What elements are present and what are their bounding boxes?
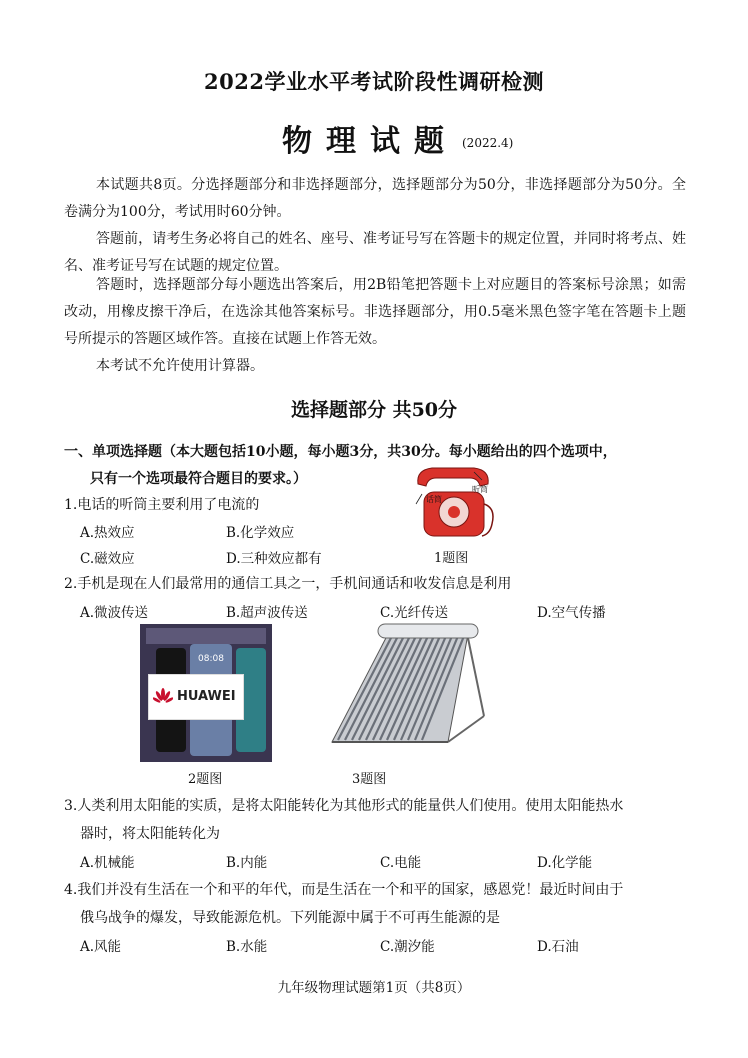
- question-3-option-a: A.机械能: [80, 855, 135, 871]
- instruction-paragraph: 本考试不允许使用计算器。: [96, 358, 264, 374]
- part-one-heading: [64, 439, 694, 493]
- part-one-line2: 只有一个选项最符合题目的要求。）: [90, 471, 307, 487]
- telephone-figure: [412, 464, 496, 542]
- question-2-option-d: D.空气传播: [537, 605, 606, 621]
- question-2-option-a: A.微波传送: [80, 605, 149, 621]
- exam-header-title: 2022学业水平考试阶段性调研检测: [204, 69, 544, 94]
- solar-water-heater-icon: [328, 620, 488, 764]
- handset-label: 听筒: [472, 485, 488, 494]
- question-2-stem: 2.手机是现在人们最常用的通信工具之一，手机间通话和收发信息是利用: [64, 576, 512, 592]
- figure-3-caption: 3题图: [352, 772, 387, 787]
- question-3-option-b: B.内能: [226, 855, 268, 871]
- question-4-option-a: A.风能: [80, 939, 122, 955]
- question-3-option-d: D.化学能: [537, 855, 593, 871]
- instruction-paragraph: 本试题共8页。分选择题部分和非选择题部分，选择题部分为50分，非选择题部分为50分。全卷满分为100分，考试用时60分钟。: [64, 177, 686, 220]
- question-4-stem-line1: 4.我们并没有生活在一个和平的年代，而是生活在一个和平的国家，感恩党！最近时间由于: [64, 882, 624, 898]
- question-1-stem: 1.电话的听筒主要利用了电流的: [64, 497, 260, 513]
- huawei-logo-icon: [153, 688, 173, 706]
- part-one-line1: 一、单项选择题（本大题包括10小题，每小题3分，共30分。每小题给出的四个选项中，: [64, 444, 617, 460]
- instruction-paragraph: 答题前，请考生务必将自己的姓名、座号、准考证号写在答题卡的规定位置，并同时将考点、姓名、准考证号写在试题的规定位置。: [64, 231, 686, 274]
- section-title: 选择题部分 共50分: [290, 399, 458, 421]
- telephone-icon: [412, 464, 496, 542]
- figure-1-caption: 1题图: [434, 551, 469, 566]
- question-1-option-a: A.热效应: [80, 525, 135, 541]
- page-footer: 九年级物理试题第1页（共8页）: [277, 980, 471, 996]
- question-3-option-c: C.电能: [380, 855, 422, 871]
- question-4-stem-line2: 俄乌战争的爆发，导致能源危机。下列能源中属于不可再生能源的是: [80, 910, 500, 926]
- question-2-option-c: C.光纤传送: [380, 605, 449, 621]
- mouthpiece-label: 话筒: [426, 495, 442, 504]
- question-1-option-b: B.化学效应: [226, 525, 295, 541]
- question-4-option-b: B.水能: [226, 939, 268, 955]
- huawei-brand-text: HUAWEI: [177, 689, 236, 704]
- exam-date: (2022.4): [462, 136, 514, 150]
- figure-2-caption: 2题图: [188, 772, 223, 787]
- question-1-option-c: C.磁效应: [80, 551, 135, 567]
- phone-clock: 08:08: [198, 654, 224, 664]
- question-3-stem-line1: 3.人类利用太阳能的实质，是将太阳能转化为其他形式的能量供人们使用。使用太阳能热水: [64, 798, 624, 814]
- question-2-option-b: B.超声波传送: [226, 605, 308, 621]
- solar-heater-figure: [328, 620, 488, 764]
- question-1-option-d: D.三种效应都有: [226, 551, 322, 567]
- huawei-phone-figure: [140, 624, 272, 762]
- question-4-option-d: D.石油: [537, 939, 579, 955]
- phone-row-top: [146, 628, 266, 644]
- instruction-paragraph: 答题时，选择题部分每小题选出答案后，用2B铅笔把答题卡上对应题目的答案标号涂黑；如需改动，用橡皮擦干净后，在选涂其他答案标号。非选择题部分，用0.5毫米黑色签字笔在答题卡上题号所提示的答题区域作答。直接在试题上作答无效。: [64, 277, 686, 347]
- huawei-logo-card: [148, 674, 244, 720]
- question-3-stem-line2: 器时，将太阳能转化为: [80, 826, 220, 842]
- subject-title: 物理试题: [282, 124, 458, 159]
- question-4-option-c: C.潮汐能: [380, 939, 435, 955]
